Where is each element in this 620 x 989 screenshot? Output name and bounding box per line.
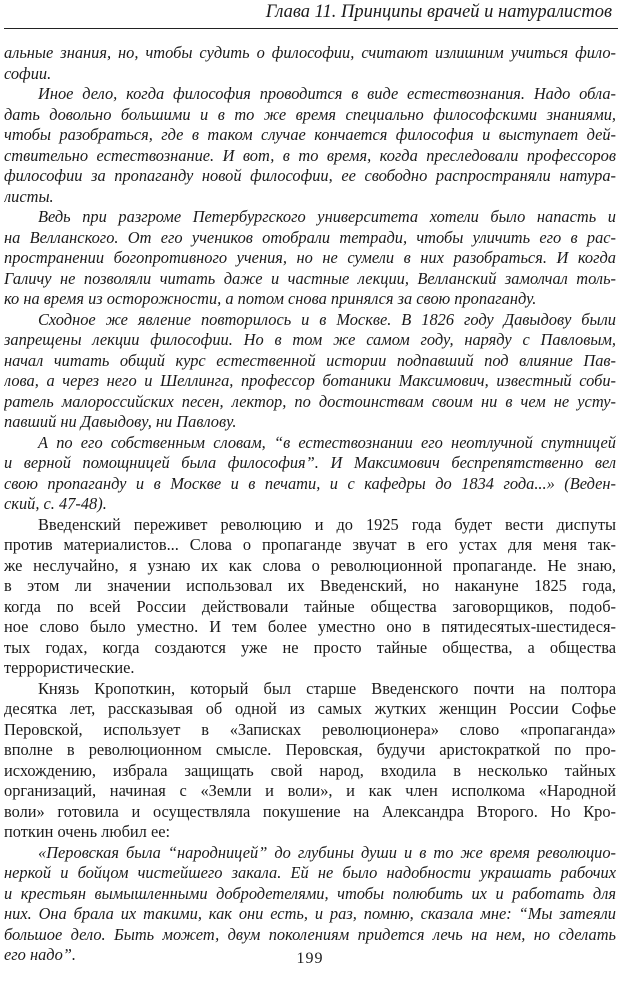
text-line: и крестьян вымышленными добродетелями, чтобы полюбить их и работать для (4, 883, 616, 903)
text-line: «Перовская была “народницей” до глубины души и в то же время революцио- (38, 842, 616, 862)
quoted-paragraph (4, 843, 616, 966)
page-body (4, 43, 616, 966)
chapter-title: Глава 11. Принципы врачей и натуралистов (265, 2, 612, 22)
text-line: тых годах, когда создаются уже не просто тайные общества, а общества (4, 637, 616, 657)
text-line: Введенский переживет революцию и до 1925 года будет вести диспуты (38, 514, 616, 534)
text-line: Князь Кропоткин, который был старше Введенского почти на полтора (38, 678, 616, 698)
text-line: его надо”. (4, 945, 76, 964)
text-line: павший ни Давыдову, ни Павлову. (4, 412, 237, 431)
text-line: философии за пропаганду новой философии, ее свободно распространяли натура- (4, 166, 616, 185)
quoted-paragraph (4, 433, 616, 515)
text-line: террористические. (4, 658, 135, 677)
quoted-paragraph (4, 207, 616, 310)
text-line: Галичу не позволяли читать даже и частные лекции, Велланский замолчал толь- (4, 268, 616, 288)
text-line: пространении богопротивного учения, но не сумели в них разобраться. И когда (4, 248, 616, 267)
text-line: исхождению, избрала защищать свой народ, входила в несколько тайных (4, 760, 616, 780)
quoted-paragraph (4, 43, 616, 84)
text-line: них. Она брала их такими, как они есть, и раз, помню, сказала мне: “Мы затеяли (4, 904, 616, 923)
text-line: и верной помощницей была философия”. И Максимович беспрепятственно вел (4, 453, 616, 472)
text-line: лова, а через него и Шеллинга, профессор ботаники Максимович, известный соби- (4, 371, 616, 390)
text-line: Иное дело, когда философия проводится в виде естествознания. Надо обла- (38, 84, 616, 103)
text-line: в этом ли значении использовал их Введенский, но накануне 1825 года, (4, 576, 616, 595)
header-divider (4, 28, 618, 29)
text-line: Перовской, использует в «Записках революционера» слово «пропаганда» (4, 719, 616, 739)
text-line: ратель малороссийских песен, лектор, по достоинствам своим ни в чем не усту- (4, 391, 616, 411)
text-line: поткин очень любил ее: (4, 822, 171, 841)
text-line: на Велланского. От его учеников отобрали тетради, чтобы уличить его в рас- (4, 227, 616, 247)
text-line: свою пропаганду и в Москве и в печати, и с кафедры до 1834 года...» (Веден- (4, 473, 616, 493)
text-line: начал читать общий курс естественной истории подпавший под влияние Пав- (4, 350, 616, 370)
text-line: А по его собственным словам, “в естествознании его неотлучной спутницей (38, 432, 616, 452)
quoted-paragraph (4, 310, 616, 433)
text-line: Сходное же явление повторилось и в Москве. В 1826 году Давыдову были (38, 309, 616, 329)
text-line: организаций, начиная с «Земли и воли», и как член исполкома «Народной (4, 781, 616, 800)
paragraph (4, 515, 616, 679)
text-line: воли» готовила и осуществляла покушение на Александра Второго. Но Кро- (4, 801, 616, 821)
text-line: запрещены лекции философии. Но в том же самом году, наряду с Павловым, (4, 330, 616, 349)
text-line: софии. (4, 63, 52, 83)
page-number: 199 (296, 950, 324, 967)
text-line: листы. (4, 186, 54, 206)
text-line: ствительно естествознание. И вот, в то время, когда преследовали профессоров (4, 145, 616, 165)
text-line: вполне в революционном смысле. Перовская, будучи аристократкой по про- (4, 740, 616, 759)
text-line: ский, с. 47-48). (4, 494, 107, 513)
text-line: альные знания, но, чтобы судить о философии, считают излишним учиться фило- (4, 43, 616, 62)
running-header (0, 0, 620, 28)
text-line: ное слово было уместно. И тем более уместно оно в пятидесятых-шестидеся- (4, 617, 616, 636)
text-line: неркой и бойцом чистейшего закала. Ей не было надобности украшать рабочих (4, 863, 616, 882)
quoted-paragraph (4, 84, 616, 207)
text-line: дать довольно большими и в то же время специально философскими знаниями, (4, 104, 616, 124)
paragraph (4, 679, 616, 843)
text-line: чтобы разобраться, где в таком случае кончается философия и выступает дей- (4, 125, 616, 144)
text-line: же неслучайно, я узнаю их как слова о революционной пропаганде. Не знаю, (4, 555, 616, 575)
text-line: большое дело. Быть может, двум поколениям придется лечь на нем, но сделать (4, 924, 616, 944)
text-line: десятка лет, рассказывая об одной из самых жутких женщин России Софье (4, 699, 616, 718)
text-line: ко на время из осторожности, а потом снова принялся за свою пропаганду. (4, 289, 537, 308)
text-line: когда по всей России действовали тайные общества заговорщиков, подоб- (4, 596, 616, 616)
text-line: против материалистов... Слова о пропаганде звучат в его устах для меня так- (4, 535, 616, 554)
text-line: Ведь при разгроме Петербургского университета хотели было напасть и (38, 207, 616, 226)
